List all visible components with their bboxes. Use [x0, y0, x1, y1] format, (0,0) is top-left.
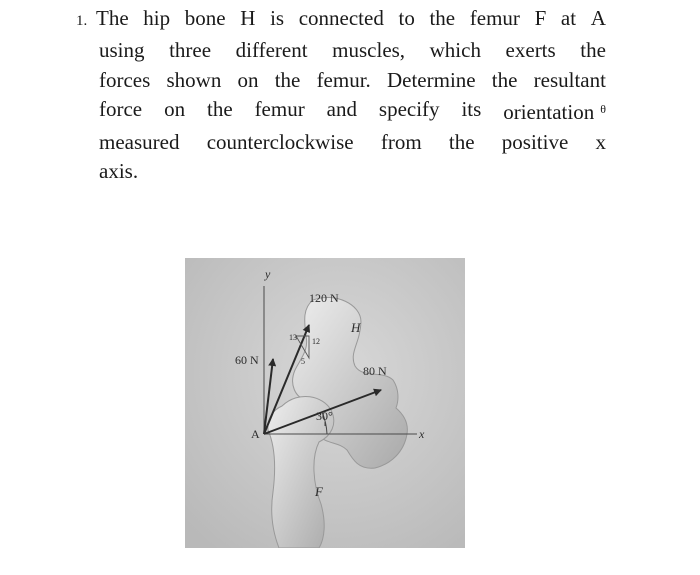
- problem-number: 1.: [76, 13, 88, 29]
- problem-statement: [76, 4, 606, 186]
- femur-force-figure: [185, 258, 465, 548]
- problem-line-5: measured counterclockwise from the positive x: [99, 129, 606, 154]
- problem-line-2: using three different muscles, which exerts the: [99, 38, 606, 63]
- femur-f-label: F: [315, 484, 323, 499]
- angle-30-label: 30°: [316, 409, 333, 423]
- point-a-label: A: [251, 427, 260, 441]
- force-60n-label: 60 N: [235, 353, 259, 367]
- slope-5-label: 5: [301, 357, 305, 366]
- force-80n-label: 80 N: [363, 364, 387, 378]
- slope-12-label: 12: [312, 337, 320, 346]
- problem-line-3: forces shown on the femur. Determine the resultant: [99, 67, 606, 92]
- theta-symbol: θ: [600, 102, 606, 117]
- force-120n-label: 120 N: [309, 291, 339, 305]
- x-axis-label: x: [419, 427, 425, 441]
- problem-line-4: force on the femur and specify its orientation $^\theta$: [99, 97, 606, 125]
- hip-bone-h-label: H: [351, 320, 361, 335]
- figure-canvas: [185, 258, 465, 548]
- problem-line-6: axis.: [99, 159, 139, 184]
- slope-13-label: 13: [289, 333, 297, 342]
- y-axis-label: y: [265, 267, 271, 281]
- problem-line-1: 1. The hip bone H is connected to the femur F at A: [76, 4, 606, 36]
